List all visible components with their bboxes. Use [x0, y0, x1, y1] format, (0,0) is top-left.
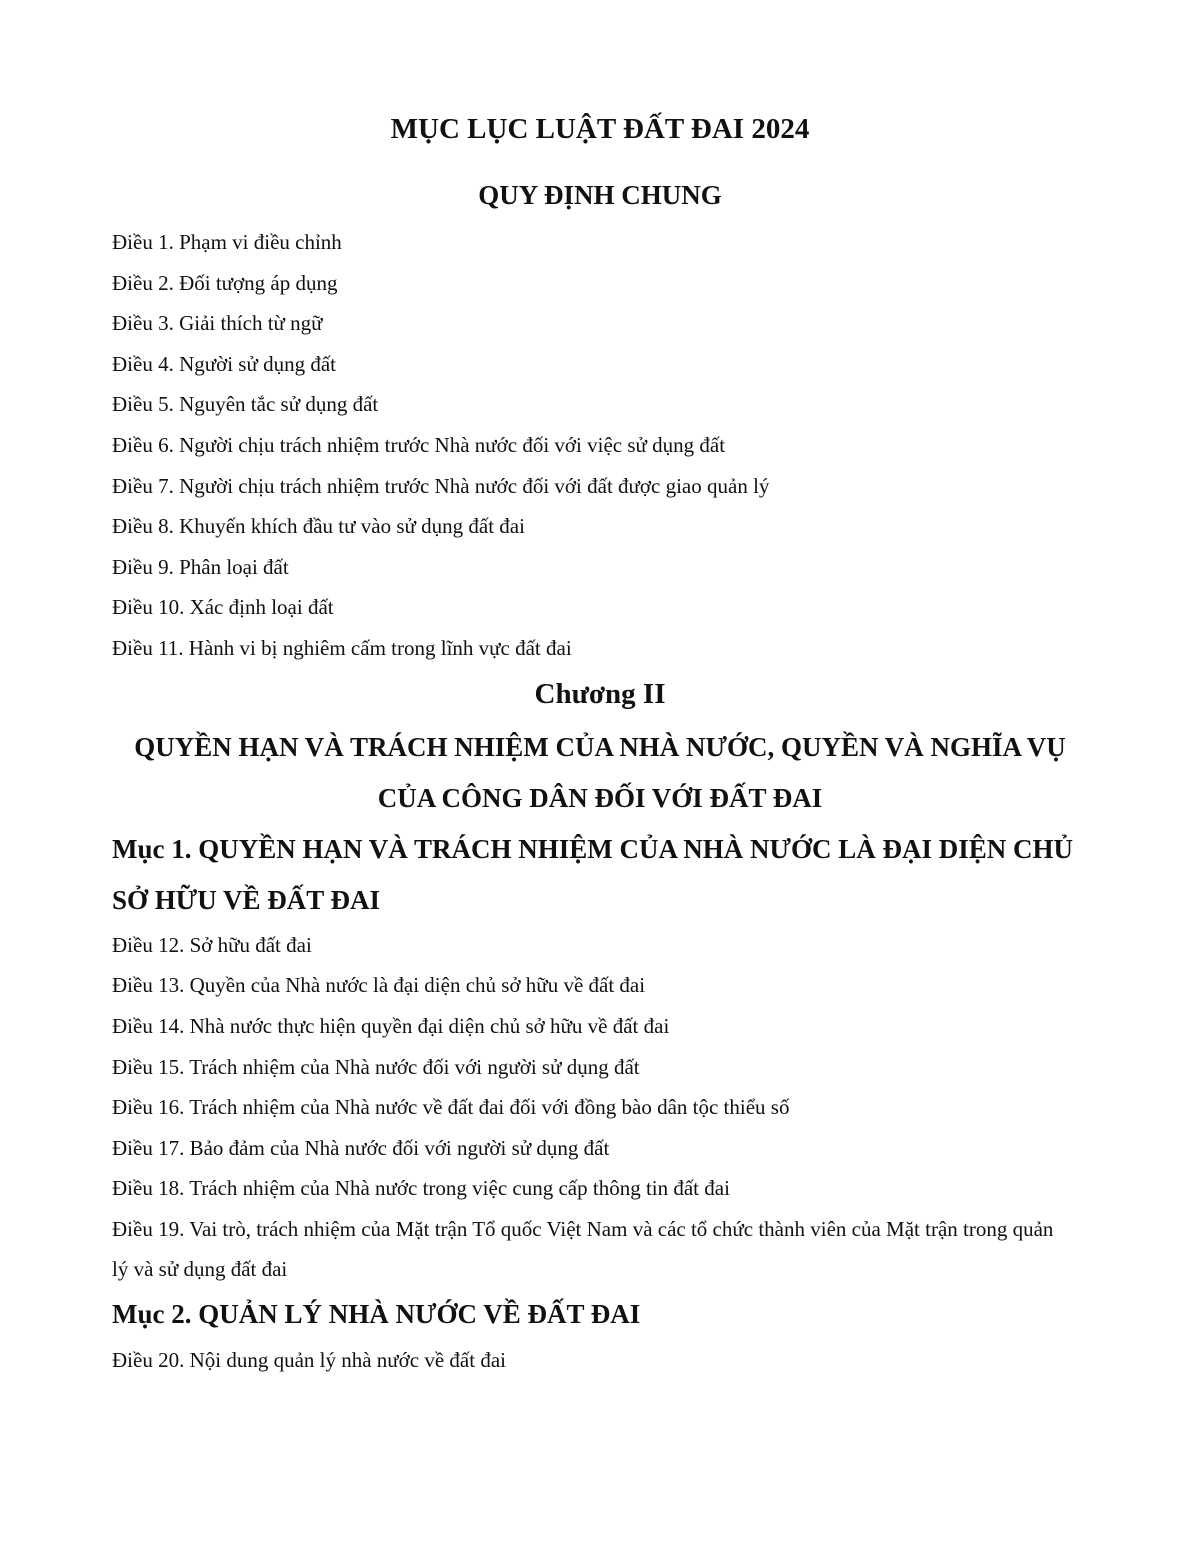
toc-item-15: Điều 15. Trách nhiệm của Nhà nước đối với người sử dụng đất	[112, 1055, 640, 1079]
toc-item-7: Điều 7. Người chịu trách nhiệm trước Nhà nước đối với đất được giao quản lý	[112, 474, 770, 498]
chapter-number: Chương II	[534, 678, 666, 710]
toc-item-13: Điều 13. Quyền của Nhà nước là đại diện chủ sở hữu về đất đai	[112, 973, 646, 997]
toc-item-12: Điều 12. Sở hữu đất đai	[112, 933, 312, 957]
toc-item-3: Điều 3. Giải thích từ ngữ	[112, 311, 323, 335]
toc-item-8: Điều 8. Khuyến khích đầu tư vào sử dụng đất đai	[112, 514, 525, 538]
chapter-title: QUYỀN HẠN VÀ TRÁCH NHIỆM CỦA NHÀ NƯỚC, QUYỀN VÀ NGHĨA VỤ CỦA CÔNG DÂN ĐỐI VỚI ĐẤT ĐAI	[134, 732, 1066, 813]
toc-item-2: Điều 2. Đối tượng áp dụng	[112, 271, 338, 295]
toc-item-17: Điều 17. Bảo đảm của Nhà nước đối với người sử dụng đất	[112, 1136, 610, 1160]
muc-1-title: Mục 1. QUYỀN HẠN VÀ TRÁCH NHIỆM CỦA NHÀ NƯỚC LÀ ĐẠI DIỆN CHỦ SỞ HỮU VỀ ĐẤT ĐAI	[112, 834, 1074, 915]
toc-item-18: Điều 18. Trách nhiệm của Nhà nước trong việc cung cấp thông tin đất đai	[112, 1176, 730, 1200]
toc-item-11: Điều 11. Hành vi bị nghiêm cấm trong lĩnh vực đất đai	[112, 636, 572, 660]
toc-item-19: Điều 19. Vai trò, trách nhiệm của Mặt trận Tổ quốc Việt Nam và các tổ chức thành viên của Mặt trận trong quản lý và sử dụng đất đai	[112, 1217, 1054, 1281]
toc-item-6: Điều 6. Người chịu trách nhiệm trước Nhà nước đối với việc sử dụng đất	[112, 433, 726, 457]
toc-item-14: Điều 14. Nhà nước thực hiện quyền đại diện chủ sở hữu về đất đai	[112, 1014, 670, 1038]
toc-item-4: Điều 4. Người sử dụng đất	[112, 352, 337, 376]
toc-item-5: Điều 5. Nguyên tắc sử dụng đất	[112, 392, 379, 416]
section-title: QUY ĐỊNH CHUNG	[478, 180, 722, 210]
toc-item-16: Điều 16. Trách nhiệm của Nhà nước về đất đai đối với đồng bào dân tộc thiểu số	[112, 1095, 790, 1119]
muc-2-title: Mục 2. QUẢN LÝ NHÀ NƯỚC VỀ ĐẤT ĐAI	[112, 1299, 641, 1329]
toc-item-10: Điều 10. Xác định loại đất	[112, 595, 334, 619]
toc-item-9: Điều 9. Phân loại đất	[112, 555, 289, 579]
toc-item-20: Điều 20. Nội dung quản lý nhà nước về đất đai	[112, 1348, 506, 1372]
toc-item-1: Điều 1. Phạm vi điều chỉnh	[112, 230, 342, 254]
document-title: MỤC LỤC LUẬT ĐẤT ĐAI 2024	[390, 113, 810, 145]
